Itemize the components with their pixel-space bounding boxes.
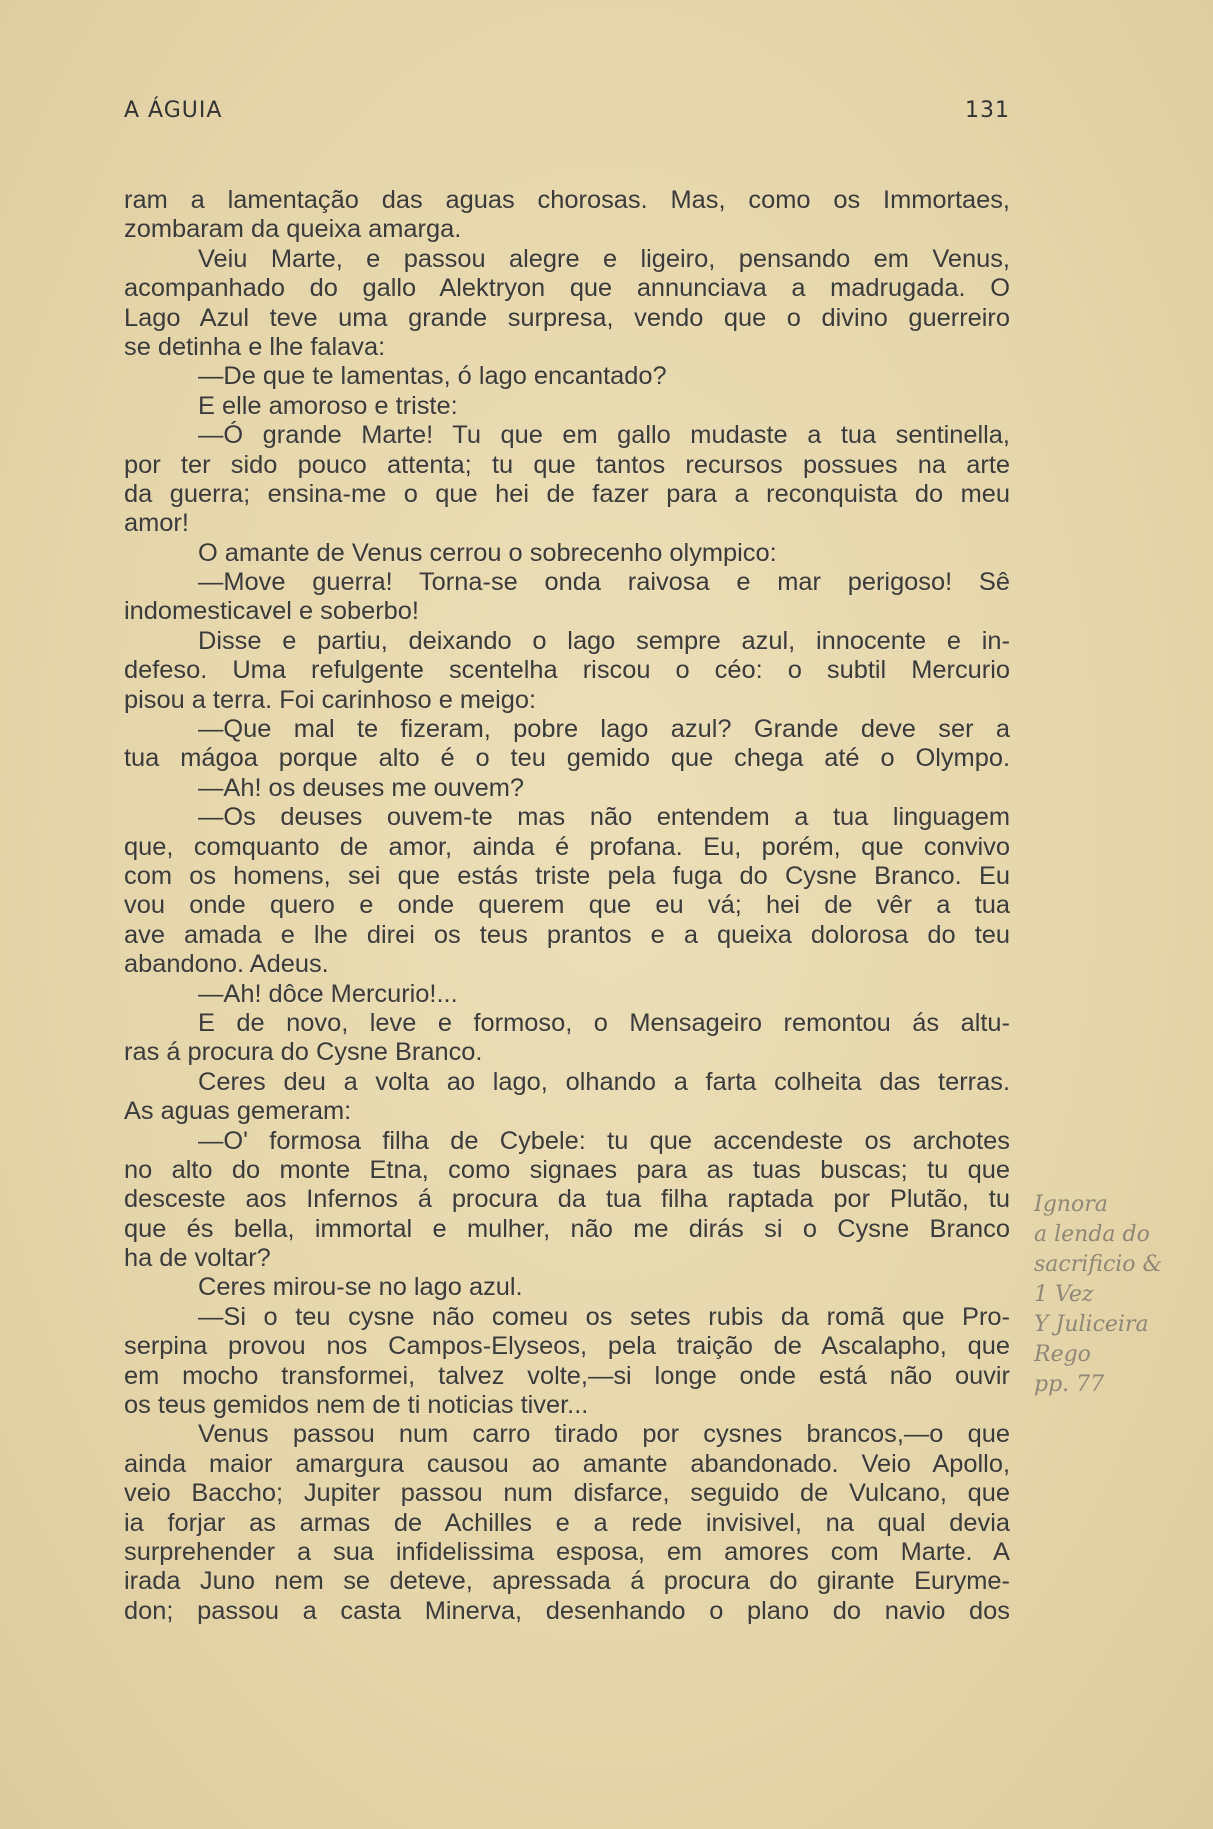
text-line: ha de voltar? xyxy=(124,1244,271,1273)
text-line: —De que te lamentas, ó lago encantado? xyxy=(198,362,667,391)
text-line: com os homens, sei que estás triste pela fuga do Cysne Branco. Eu xyxy=(124,861,1010,890)
text-line: don; passou a casta Minerva, desenhando o plano do navio dos xyxy=(124,1596,1010,1625)
text-line: tua mágoa porque alto é o teu gemido que chega até o Olympo. xyxy=(124,744,1010,773)
text-line: que, comquanto de amor, ainda é profana. Eu, porém, que convivo xyxy=(124,832,1010,861)
text-line: vou onde quero e onde querem que eu vá; hei de vêr a tua xyxy=(124,891,1010,920)
margin-note-line: Ignora xyxy=(1034,1192,1108,1217)
text-line: irada Juno nem se deteve, apressada á procura do girante Euryme- xyxy=(124,1567,1010,1596)
text-line: E de novo, leve e formoso, o Mensageiro remontou ás altu- xyxy=(198,1008,1010,1037)
text-line: ainda maior amargura causou ao amante abandonado. Veio Apollo, xyxy=(124,1449,1010,1478)
text-line: —Ó grande Marte! Tu que em gallo mudaste a tua sentinella, xyxy=(198,421,1010,450)
text-line: —Ah! dôce Mercurio!... xyxy=(198,979,458,1008)
text-line: —Que mal te fizeram, pobre lago azul? Grande deve ser a xyxy=(198,715,1010,744)
page-number: 131 xyxy=(965,98,1010,123)
text-line: Ceres mirou-se no lago azul. xyxy=(198,1273,523,1302)
text-line: acompanhado do gallo Alektryon que annunciava a madrugada. O xyxy=(124,274,1010,303)
text-line: que és bella, immortal e mulher, não me dirás si o Cysne Branco xyxy=(124,1214,1010,1243)
text-line: por ter sido pouco attenta; tu que tantos recursos possues na arte xyxy=(124,450,1010,479)
text-line: veio Baccho; Jupiter passou num disfarce, seguido de Vulcano, que xyxy=(124,1479,1010,1508)
text-line: serpina provou nos Campos-Elyseos, pela traição de Ascalapho, que xyxy=(124,1332,1010,1361)
margin-note-line: Rego xyxy=(1034,1342,1091,1367)
text-line: O amante de Venus cerrou o sobrecenho olympico: xyxy=(198,538,777,567)
text-line: E elle amoroso e triste: xyxy=(198,391,458,420)
margin-note-line: pp. 77 xyxy=(1034,1372,1105,1397)
text-line: As aguas gemeram: xyxy=(124,1097,352,1126)
text-line: ram a lamentação das aguas chorosas. Mas, como os Immortaes, xyxy=(124,186,1010,214)
handwritten-margin-note xyxy=(1034,1190,1209,1400)
text-line: Venus passou num carro tirado por cysnes brancos,—o que xyxy=(198,1420,1010,1449)
margin-note-line: 1 Vez xyxy=(1034,1282,1094,1307)
text-line: Disse e partiu, deixando o lago sempre azul, innocente e in- xyxy=(198,626,1010,655)
text-line: ave amada e lhe direi os teus prantos e a queixa dolorosa do teu xyxy=(124,920,1010,949)
margin-note-line: Y Juliceira xyxy=(1034,1312,1149,1337)
text-line: Ceres deu a volta ao lago, olhando a farta colheita das terras. xyxy=(198,1067,1010,1096)
text-line: —Si o teu cysne não comeu os setes rubis da romã que Pro- xyxy=(198,1302,1010,1331)
text-line: da guerra; ensina-me o que hei de fazer para a reconquista do meu xyxy=(124,479,1010,508)
text-line: Veiu Marte, e passou alegre e ligeiro, pensando em Venus, xyxy=(198,244,1010,273)
text-line: ia forjar as armas de Achilles e a rede invisivel, na qual devia xyxy=(124,1508,1010,1537)
text-line: zombaram da queixa amarga. xyxy=(124,215,462,244)
text-line: —Os deuses ouvem-te mas não entendem a tua linguagem xyxy=(198,803,1010,832)
text-line: abandono. Adeus. xyxy=(124,950,329,979)
text-line: desceste aos Infernos á procura da tua filha raptada por Plutão, tu xyxy=(124,1185,1010,1214)
text-line: surprehender a sua infidelissima esposa, em amores com Marte. A xyxy=(124,1537,1010,1566)
body-text xyxy=(124,186,1010,1626)
running-title: A ÁGUIA xyxy=(124,98,223,123)
text-line: indomesticavel e soberbo! xyxy=(124,597,419,626)
text-line: se detinha e lhe falava: xyxy=(124,332,386,361)
page-header xyxy=(124,98,1010,130)
text-line: amor! xyxy=(124,509,189,538)
text-line: no alto do monte Etna, como signaes para as tuas buscas; tu que xyxy=(124,1155,1010,1184)
text-line: Lago Azul teve uma grande surpresa, vendo que o divino guerreiro xyxy=(124,303,1010,332)
margin-note-line: a lenda do xyxy=(1034,1222,1150,1247)
text-line: defeso. Uma refulgente scentelha riscou o céo: o subtil Mercurio xyxy=(124,656,1010,685)
text-line: os teus gemidos nem de ti noticias tiver... xyxy=(124,1391,589,1420)
text-line: pisou a terra. Foi carinhoso e meigo: xyxy=(124,685,537,714)
text-line: —O' formosa filha de Cybele: tu que accendeste os archotes xyxy=(198,1126,1010,1155)
text-line: ras á procura do Cysne Branco. xyxy=(124,1038,483,1067)
text-line: —Move guerra! Torna-se onda raivosa e mar perigoso! Sê xyxy=(198,568,1010,597)
text-line: em mocho transformei, talvez volte,—si longe onde está não ouvir xyxy=(124,1361,1010,1390)
text-line: —Ah! os deuses me ouvem? xyxy=(198,773,525,802)
margin-note-line: sacrificio & xyxy=(1034,1252,1163,1277)
